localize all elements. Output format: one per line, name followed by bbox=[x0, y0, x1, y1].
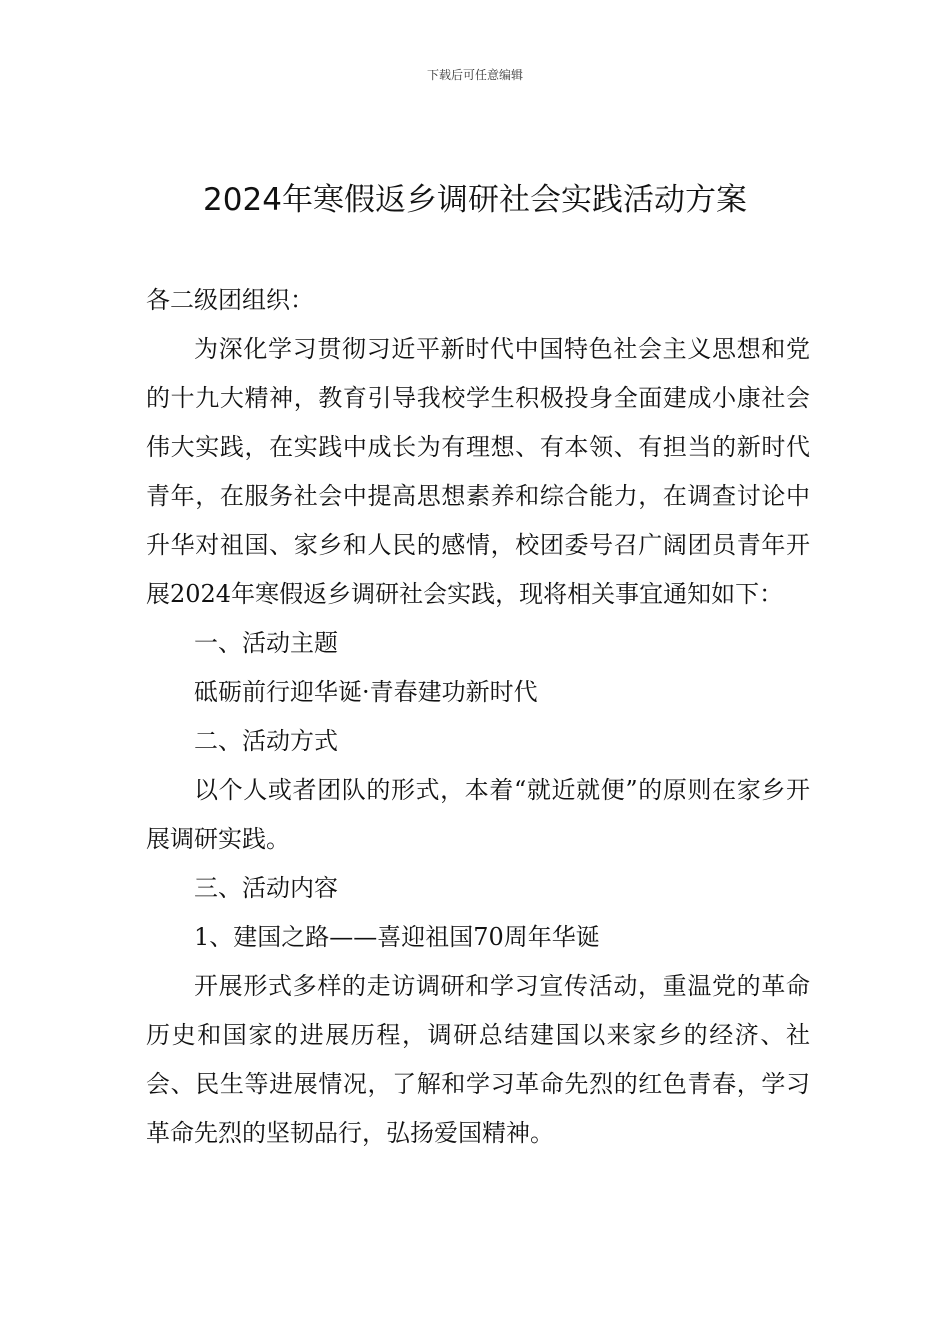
salutation: 各二级团组织： bbox=[146, 286, 314, 314]
section-1-heading: 一、活动主题 bbox=[194, 629, 338, 657]
item-1-heading: 1、建国之路——喜迎祖国70周年华诞 bbox=[194, 923, 600, 951]
document-title: 2024年寒假返乡调研社会实践活动方案 bbox=[203, 182, 747, 218]
header-note: 下载后可任意编辑 bbox=[426, 68, 523, 82]
section-3-heading: 三、活动内容 bbox=[194, 874, 338, 902]
section-2-heading: 二、活动方式 bbox=[194, 727, 338, 755]
item-1-body: 开展形式多样的走访调研和学习宣传活动，重温党的革命历史和国家的进展历程，调研总结建国以来家乡的经济、社会、民生等进展情况，了解和学习革命先烈的红色青春，学习革命先烈的坚韧品行，弘扬爱国精神。 bbox=[146, 972, 810, 1147]
document-body bbox=[146, 276, 810, 1158]
intro-paragraph: 为深化学习贯彻习近平新时代中国特色社会主义思想和党的十九大精神，教育引导我校学生积极投身全面建成小康社会伟大实践，在实践中成长为有理想、有本领、有担当的新时代青年，在服务社会中提高思想素养和综合能力，在调查讨论中升华对祖国、家乡和人民的感情，校团委号召广阔团员青年开展2024年寒假返乡调研社会实践，现将相关事宜通知如下： bbox=[146, 335, 810, 608]
section-2-body: 以个人或者团队的形式，本着“就近就便”的原则在家乡开展调研实践。 bbox=[146, 776, 810, 853]
section-1-body: 砥砺前行迎华诞·青春建功新时代 bbox=[194, 678, 538, 706]
